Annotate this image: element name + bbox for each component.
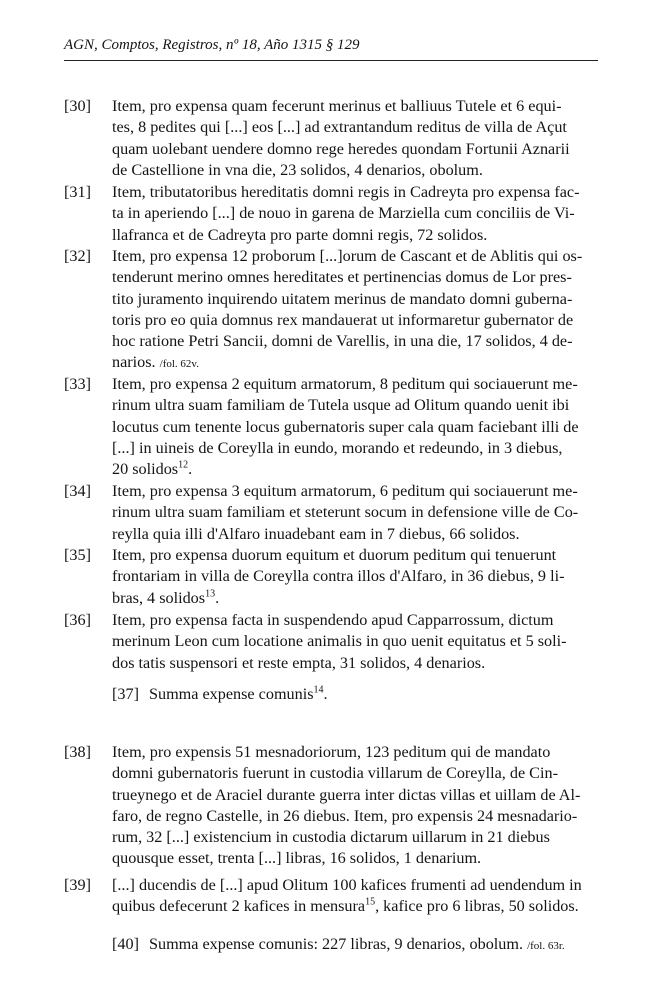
text-line-last — [112, 896, 600, 917]
entry-32 — [64, 246, 600, 376]
summa-40 — [112, 934, 565, 957]
summa-text: Summa expense comunis — [148, 685, 314, 703]
text-fragment: . — [215, 588, 220, 607]
text-line: tito juramento inquirendo uitatem merinus de mandato domni guberna- — [112, 289, 573, 308]
text-line: Item, pro expensa duorum equitum et duorum peditum qui tenuerunt — [112, 546, 557, 564]
text-line: domni gubernatoris fuerunt in custodia villarum de Coreylla, de Cin- — [112, 764, 558, 783]
text-line: faro, de regno Castelle, in 26 diebus. Item, pro expensis 24 mesnadario- — [112, 806, 578, 825]
text-fragment: bras, 4 solidos — [112, 588, 206, 607]
text-line: dos tatis suspensori et reste empta, 31 solidos, 4 denarios. — [112, 653, 486, 672]
footnote-ref: 13 — [205, 588, 216, 600]
entry-number: [40] — [112, 935, 139, 953]
text-line: Item, pro expensa facta in suspendendo apud Capparrossum, dictum — [112, 611, 554, 629]
entry-35 — [64, 545, 600, 609]
text-line: toris pro eo quia domnus rex mandauerat ut informaretur gubernator de — [112, 310, 574, 329]
text-fragment: narios. — [112, 353, 156, 372]
text-line: quam uolebant uendere domno rege heredes quondam Fortunii Aznarii — [112, 139, 570, 158]
text-line: rum, 32 [...] existencium in custodia dictarum uillarum in 21 diebus — [112, 828, 550, 847]
footnote-ref: 12 — [178, 459, 189, 471]
entry-body — [112, 96, 600, 181]
text-line: [...] ducendis de [...] apud Olitum 100 kafices frumenti ad uendendum in — [112, 876, 582, 894]
entry-39 — [64, 875, 600, 918]
text-line: ta in aperiendo [...] de nouo in garena de Marziella cum conciliis de Vi- — [112, 204, 575, 223]
text-line-last — [112, 352, 600, 375]
running-title: AGN, Comptos, Registros, nº 18, Año 1315 § 129 — [64, 37, 360, 53]
footnote-ref: 14 — [313, 684, 324, 696]
text-line: Item, tributatoribus hereditatis domni regis in Cadreyta pro expensa fac- — [112, 183, 580, 201]
text-fragment: 20 solidos — [112, 460, 179, 479]
entry-36 — [64, 610, 600, 674]
text-line: reylla quia illi d'Alfaro inuadebant eam in 7 diebus, 66 solidos. — [112, 524, 520, 543]
entry-30 — [64, 96, 600, 181]
text-line: rinum ultra suam familiam et steterunt socum in defensione ville de Co- — [112, 503, 579, 522]
entry-body — [112, 182, 600, 246]
entry-body — [112, 875, 600, 918]
entry-body — [112, 610, 600, 674]
text-line: merinum Leon cum locatione animalis in quo uenit equitatus et 5 soli- — [112, 632, 567, 651]
entry-number: [38] — [64, 743, 91, 761]
folio-marker: /fol. 62v. — [159, 358, 199, 371]
text-line: Item, pro expensis 51 mesnadoriorum, 123 peditum qui de mandato — [112, 743, 551, 761]
entry-34 — [64, 481, 600, 545]
text-line: Item, pro expensa 3 equitum armatorum, 6 peditum qui sociauerunt me- — [112, 482, 578, 500]
text-line: tenderunt merino omnes hereditates et pertinencias domus de Lor pres- — [112, 268, 572, 287]
entry-body — [112, 246, 600, 376]
summa-37 — [112, 684, 328, 705]
entry-33 — [64, 374, 600, 480]
text-line: locutus cum tenente locus gubernatoris super cala quam faciebant illi de — [112, 417, 579, 436]
entry-31 — [64, 182, 600, 246]
text-fragment: , kafice pro 6 libras, 50 solidos. — [375, 897, 579, 916]
text-fragment: quibus defecerunt 2 kafices in mensura — [112, 897, 366, 916]
entry-body — [112, 481, 600, 545]
entry-body — [112, 545, 600, 609]
entry-number: [31] — [64, 183, 91, 201]
text-line: [...] in uineis de Coreylla in eundo, morando et redeundo, in 3 diebus, — [112, 438, 563, 457]
text-line: tes, 8 pedites qui [...] eos [...] ad extrantandum reditus de villa de Açut — [112, 118, 567, 137]
entry-number: [34] — [64, 482, 91, 500]
text-line-last — [112, 459, 600, 480]
header-rule — [64, 60, 598, 61]
text-line: rinum ultra suam familiam de Tutela usque ad Olitum quando uenit ibi — [112, 396, 570, 415]
text-line: Item, pro expensa quam fecerunt merinus et balliuus Tutele et 6 equi- — [112, 97, 562, 115]
text-line: Item, pro expensa 12 proborum [...]orum de Cascant et de Ablitis qui os- — [112, 247, 583, 265]
summa-text: Summa expense comunis: 227 libras, 9 denarios, obolum. — [148, 935, 524, 953]
entry-body — [112, 374, 600, 480]
entry-number: [39] — [64, 876, 91, 894]
entry-body — [112, 742, 600, 870]
text-fragment: . — [188, 460, 193, 479]
folio-marker: /fol. 63r. — [527, 940, 565, 952]
text-line: frontariam in villa de Coreylla contra illos d'Alfaro, in 36 diebus, 9 li- — [112, 567, 565, 586]
entry-number: [37] — [112, 685, 139, 703]
text-line: Item, pro expensa 2 equitum armatorum, 8 peditum qui sociauerunt me- — [112, 375, 578, 393]
entry-number: [32] — [64, 247, 91, 265]
entry-38 — [64, 742, 600, 870]
entry-number: [35] — [64, 546, 91, 564]
text-line: trueynego et de Araciel durante guerra inter dictas villas et uillam de Al- — [112, 785, 581, 804]
text-line-last — [112, 588, 600, 609]
text-line: quousque esset, trenta [...] libras, 16 solidos, 1 denarium. — [112, 849, 482, 868]
entry-number: [36] — [64, 611, 91, 629]
text-line: de Castellione in vna die, 23 solidos, 4 denarios, obolum. — [112, 160, 483, 179]
footnote-ref: 15 — [365, 896, 376, 908]
text-line: llafranca et de Cadreyta pro parte domni regis, 72 solidos. — [112, 225, 488, 244]
entry-number: [30] — [64, 97, 91, 115]
text-line: hoc ratione Petri Sancii, domni de Varellis, in una die, 17 solidos, 4 de- — [112, 332, 573, 351]
entry-number: [33] — [64, 375, 91, 393]
text-fragment: . — [323, 685, 328, 703]
